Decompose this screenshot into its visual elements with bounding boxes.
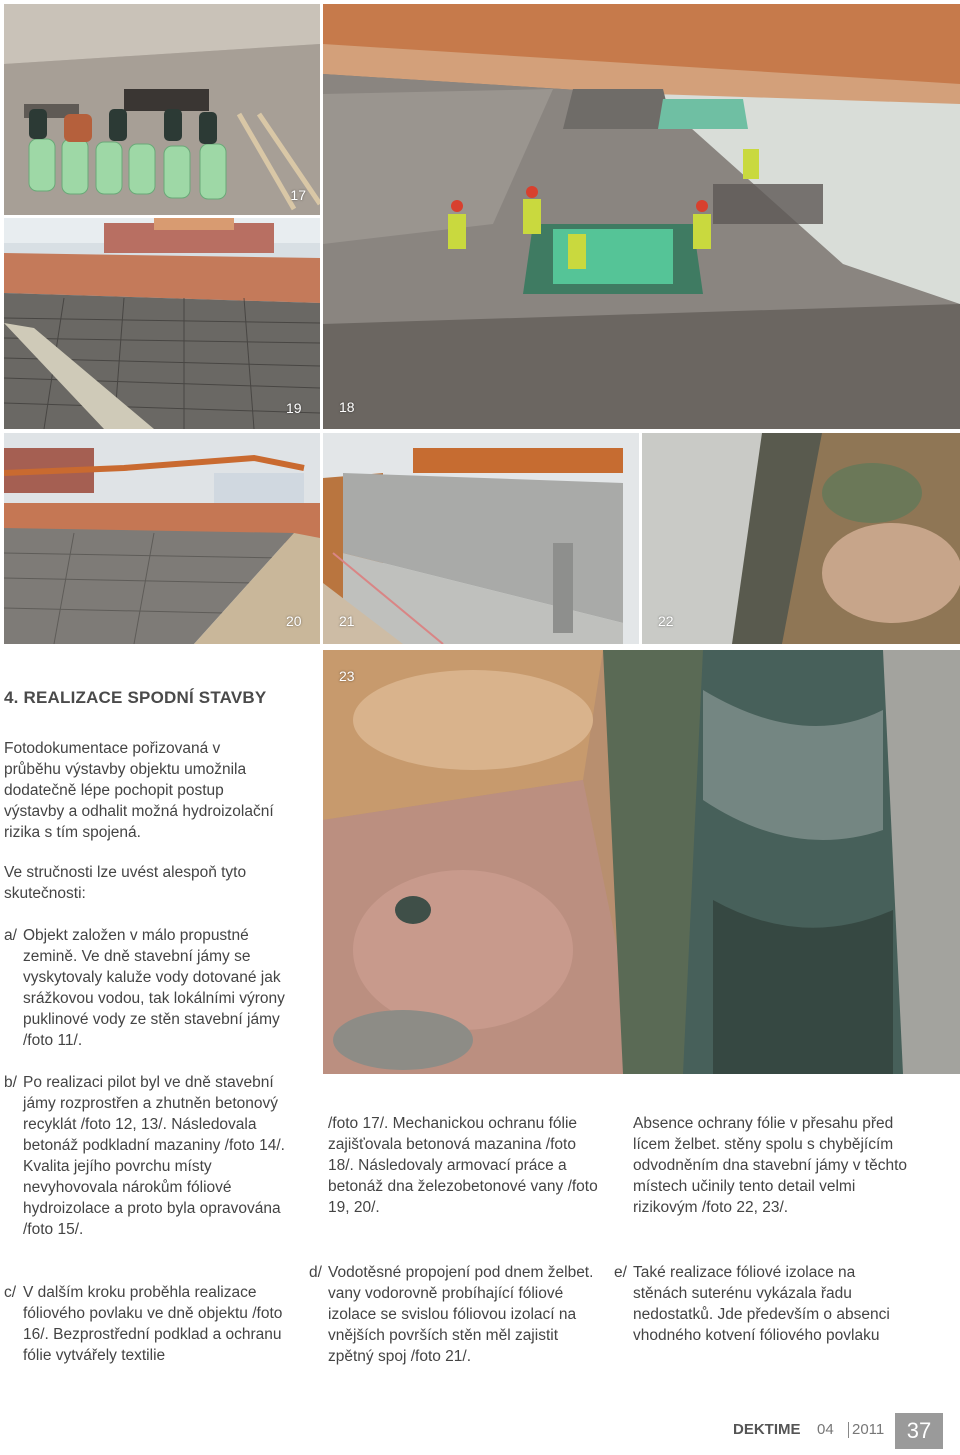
photo-18 bbox=[323, 4, 960, 429]
item-text: Také realizace fóliové izolace na stěnách suterénu vykázala řadu nedostatků. Jde především o absenci vhodného kotvení fóliového povlaku bbox=[633, 1264, 890, 1344]
page-number: 37 bbox=[895, 1413, 943, 1449]
list-item-d bbox=[309, 1262, 599, 1367]
item-e-preceding: Absence ochrany fólie v přesahu před lícem želbet. stěny spolu s chybějícím odvodněním dna stavební jámy v těchto místech učinily tento detail velmi rizikovým /foto 22, 23/. bbox=[633, 1115, 907, 1216]
footer-divider bbox=[848, 1422, 849, 1438]
photo-number: 23 bbox=[339, 668, 355, 684]
photo-number: 18 bbox=[339, 399, 355, 415]
footer-issue: 04 bbox=[817, 1421, 834, 1438]
photo-17 bbox=[4, 4, 320, 215]
item-text: Po realizaci pilot byl ve dně stavební jámy rozprostřen a zhutněn betonový recyklát /foto 12, 13/. Následovala betonáž podkladní mazaniny /foto 14/. Kvalita jejího povrchu místy nevyhovovala nárokům fóliové hydroizolace a proto byla opravována /foto 15/. bbox=[23, 1074, 285, 1238]
photo-22 bbox=[642, 433, 960, 644]
list-item-c bbox=[4, 1282, 294, 1366]
photo-20 bbox=[4, 433, 320, 644]
photo-number: 22 bbox=[658, 613, 674, 629]
item-c-continuation: /foto 17/. Mechanickou ochranu fólie zajišťovala betonová mazanina /foto 18/. Následovaly armovací práce a betonáž dna železobetonové vany /foto 19, 20/. bbox=[328, 1115, 598, 1216]
item-text: Objekt založen v málo propustné zemině. Ve dně stavební jámy se vyskytovaly kaluže vody dotované jak srážkovou vodou, tak lokálními výrony puklinové vody ze stěn stavební jámy /foto 11/. bbox=[23, 927, 285, 1049]
footer-brand: DEKTIME bbox=[733, 1421, 801, 1438]
list-item-a bbox=[4, 925, 294, 1051]
item-marker: c/ bbox=[4, 1284, 17, 1301]
section-title: 4. REALIZACE SPODNÍ STAVBY bbox=[4, 688, 267, 707]
list-item-e bbox=[614, 1262, 904, 1346]
footer-year: 2011 bbox=[852, 1421, 885, 1438]
item-text: V dalším kroku proběhla realizace fóliového povlaku ve dně objektu /foto 16/. Bezprostřední podklad a ochranu fólie vytvářely textilie bbox=[23, 1284, 283, 1364]
intro-paragraph: Fotodokumentace pořizovaná v průběhu výstavby objektu umožnila dodatečně lépe pochopit postup výstavby a odhalit možná hydroizolační rizika s tím spojená. bbox=[4, 740, 274, 841]
photo-number: 20 bbox=[286, 613, 302, 629]
item-marker: e/ bbox=[614, 1264, 627, 1281]
photo-21 bbox=[323, 433, 639, 644]
item-marker: b/ bbox=[4, 1074, 17, 1091]
item-text: Vodotěsné propojení pod dnem želbet. vany vodorovně probíhající fóliové izolace se svislou fóliovou izolací na vnějších površích stěn měl zajistit zpětný spoj /foto 21/. bbox=[328, 1264, 594, 1365]
lead-paragraph: Ve stručnosti lze uvést alespoň tyto skutečnosti: bbox=[4, 864, 247, 902]
item-marker: d/ bbox=[309, 1264, 322, 1281]
item-marker: a/ bbox=[4, 927, 17, 944]
photo-number: 19 bbox=[286, 400, 302, 416]
photo-19 bbox=[4, 218, 320, 429]
list-item-b bbox=[4, 1072, 294, 1240]
photo-23 bbox=[323, 650, 960, 1074]
photo-number: 17 bbox=[290, 187, 306, 203]
photo-number: 21 bbox=[339, 613, 355, 629]
